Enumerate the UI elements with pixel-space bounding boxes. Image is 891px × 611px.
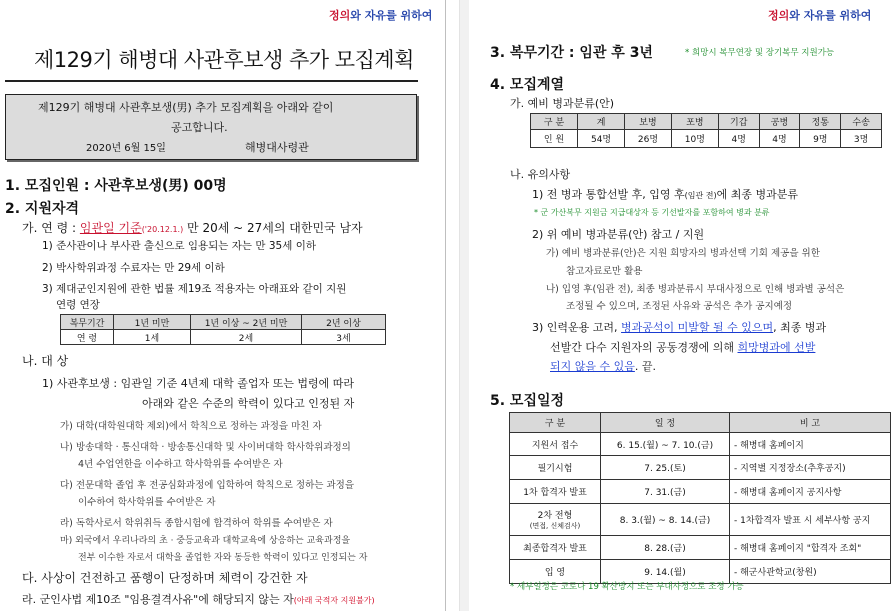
note-3-line-2: 선발간 다수 지원자의 공동경쟁에 의해 희망병과에 선발 (550, 341, 816, 354)
table-header-cell: 구 분 (531, 114, 578, 130)
announce-line-2: 공고합니다. (171, 121, 228, 134)
table-header-cell: 정통 (800, 114, 841, 130)
table-header-cell: 수송 (841, 114, 882, 130)
table-cell: 1차 합격자 발표 (510, 480, 601, 504)
announce-date: 2020년 6월 15일 (86, 143, 166, 154)
target-sub-da-line-1: 다) 전문대학 졸업 후 전공심화과정에 입학하여 학칙으로 정하는 과정을 (60, 480, 354, 491)
target-heading: 나. 대 상 (22, 354, 69, 368)
table-cell: 26명 (625, 130, 672, 148)
note-2-ga-line-2: 참고자료로만 활용 (566, 266, 643, 277)
age-item-3-line-2: 연령 연장 (56, 299, 100, 311)
target-sub-na-line-2: 4년 수업연한을 이수하고 학사학위를 수여받은 자 (78, 459, 283, 470)
target-sub-ga: 가) 대학(대학원대학 제외)에서 학칙으로 정하는 과정을 마친 자 (60, 421, 322, 432)
target-sub-na-line-1: 나) 방송대학 · 통신대학 · 방송통신대학 및 사이버대학 학사학위과정의 (60, 442, 351, 453)
table-header-cell: 1년 이상 ~ 2년 미만 (191, 315, 302, 330)
table-cell: - 1차합격자 발표 시 세부사항 공지 (730, 504, 891, 536)
left-page (0, 0, 445, 611)
age-extension-table (60, 314, 386, 345)
note-2: 2) 위 예비 병과분류(안) 참고 / 지원 (532, 228, 705, 241)
table-header-cell: 비 고 (730, 413, 891, 433)
target-item-1-line-1: 1) 사관후보생 : 임관일 기준 4년제 대학 졸업자 또는 법령에 따라 (42, 377, 354, 390)
slogan: 정의와 자유를 위하여 (768, 9, 872, 22)
table-cell: 8. 3.(월) ~ 8. 14.(금) (601, 504, 730, 536)
table-cell: 54명 (578, 130, 625, 148)
table-cell: 9명 (800, 130, 841, 148)
table-header-cell: 공병 (759, 114, 800, 130)
title-rule (5, 80, 418, 82)
note-3-line-3: 되지 않을 수 있음. 끝. (550, 360, 656, 373)
vertical-scrollbar[interactable] (459, 0, 469, 611)
slogan: 정의와 자유를 위하여 (329, 9, 433, 22)
table-cell: - 지역별 지정장소(추후공지) (730, 456, 891, 480)
branch-table (530, 113, 882, 148)
age-item-3-line-1: 3) 제대군인지원에 관한 법률 제19조 적용자는 아래표와 같이 지원 (42, 283, 347, 295)
target-sub-da-line-2: 이수하여 학사학위를 수여받은 자 (78, 497, 216, 508)
requirement-da: 다. 사상이 건전하고 품행이 단정하며 체력이 강건한 자 (22, 571, 308, 585)
table-cell: 6. 15.(월) ~ 7. 10.(금) (601, 433, 730, 456)
table-cell: 9. 14.(월) (601, 560, 730, 584)
table-header-cell: 계 (578, 114, 625, 130)
section-2-heading: 2. 지원자격 (5, 201, 80, 217)
section-5-heading: 5. 모집일정 (490, 393, 565, 409)
schedule-table (509, 412, 891, 584)
section-3-heading: 3. 복무기간 : 임관 후 3년 (490, 45, 653, 61)
table-cell: 입 영 (510, 560, 601, 584)
table-cell: 1세 (114, 330, 191, 345)
announce-line-1: 제129기 해병대 사관후보생(男) 추가 모집계획을 아래와 같이 (38, 101, 334, 114)
table-cell: 2세 (191, 330, 302, 345)
note-2-na-line-1: 나) 입영 후(임관 전), 최종 병과분류시 부대사정으로 인해 병과별 공석은 (546, 284, 845, 295)
right-page (470, 0, 891, 611)
table-cell: 필기시험 (510, 456, 601, 480)
table-header-cell: 1년 미만 (114, 315, 191, 330)
table-cell: - 해병대 홈페이지 "합격자 조회" (730, 536, 891, 560)
page-divider (445, 0, 446, 611)
table-cell: 7. 31.(금) (601, 480, 730, 504)
target-sub-ma-line-1: 마) 외국에서 우리나라의 초 · 중등교육과 대학교육에 상응하는 교육과정을 (60, 536, 351, 546)
table-cell: 10명 (671, 130, 718, 148)
table-header-cell: 보병 (625, 114, 672, 130)
target-sub-ra: 라) 독학사로서 학위취득 종합시험에 합격하여 학위를 수여받은 자 (60, 518, 333, 529)
table-header-cell: 기갑 (718, 114, 759, 130)
document-title: 제129기 해병대 사관후보생 추가 모집계획 (34, 48, 414, 72)
note-1-sub: * 군 가산복무 지원금 지급대상자 등 기선발자를 포함하여 병과 분류 (534, 208, 770, 217)
table-cell: 인 원 (531, 130, 578, 148)
note-2-ga-line-1: 가) 예비 병과분류(안)은 지원 희망자의 병과선택 기회 제공을 위한 (546, 248, 820, 259)
age-item-2: 2) 박사학위과정 수료자는 만 29세 이하 (42, 262, 225, 274)
table-cell: 2차 전형 (면접, 신체검사) (510, 504, 601, 536)
table-header-cell: 구 분 (510, 413, 601, 433)
table-header-cell: 일 정 (601, 413, 730, 433)
section-1-heading: 1. 모집인원 : 사관후보생(男) 00명 (5, 178, 227, 194)
table-cell: 8. 28.(금) (601, 536, 730, 560)
table-cell: 4명 (759, 130, 800, 148)
requirement-ra: 라. 군인사법 제10조 "임용결격사유"에 해당되지 않는 자(아래 국적자 지원불가) (22, 593, 375, 606)
table-cell: 연 령 (61, 330, 114, 345)
table-cell: 3명 (841, 130, 882, 148)
table-cell: - 해병대 홈페이지 (730, 433, 891, 456)
table-header-cell: 2년 이상 (302, 315, 386, 330)
notes-heading: 나. 유의사항 (510, 168, 571, 181)
target-sub-ma-line-2: 전부 이수한 자로서 대학을 졸업한 자와 동등한 학력이 있다고 인정되는 자 (78, 553, 368, 563)
note-3-line-1: 3) 인력운용 고려, 병과공석이 미발할 될 수 있으며, 최종 병과 (532, 321, 827, 334)
table-cell: 최종합격자 발표 (510, 536, 601, 560)
target-item-1-line-2: 아래와 같은 수준의 학력이 있다고 인정된 자 (142, 397, 355, 410)
age-item-1: 1) 준사관이나 부사관 출신으로 임용되는 자는 만 35세 이하 (42, 240, 316, 252)
table-header-cell: 포병 (671, 114, 718, 130)
note-1: 1) 전 병과 통합선발 후, 입영 후(임관 전)에 최종 병과분류 (532, 188, 799, 201)
branch-preview-heading: 가. 예비 병과분류(안) (510, 97, 615, 110)
table-header-cell: 복무기간 (61, 315, 114, 330)
section-4-heading: 4. 모집계열 (490, 77, 565, 93)
service-note: * 희망시 복무연장 및 장기복무 지원가능 (685, 48, 835, 58)
announce-issuer: 해병대사령관 (245, 141, 309, 154)
age-requirement: 가. 연 령 : 임관일 기준('20.12.1.) 만 20세 ~ 27세의 대한민국 남자 (22, 221, 363, 235)
table-cell: 지원서 접수 (510, 433, 601, 456)
table-cell: 7. 25.(토) (601, 456, 730, 480)
table-cell: - 해군사관학교(창원) (730, 560, 891, 584)
table-cell: 4명 (718, 130, 759, 148)
table-cell: - 해병대 홈페이지 공지사항 (730, 480, 891, 504)
table-cell: 3세 (302, 330, 386, 345)
schedule-footnote: * 세부일정은 코로나 19 확산방지 또는 부대사정으로 조정 가능 (510, 582, 744, 592)
note-2-na-line-2: 조정될 수 있으며, 조정된 사유와 공석은 추가 공지예정 (566, 301, 793, 312)
